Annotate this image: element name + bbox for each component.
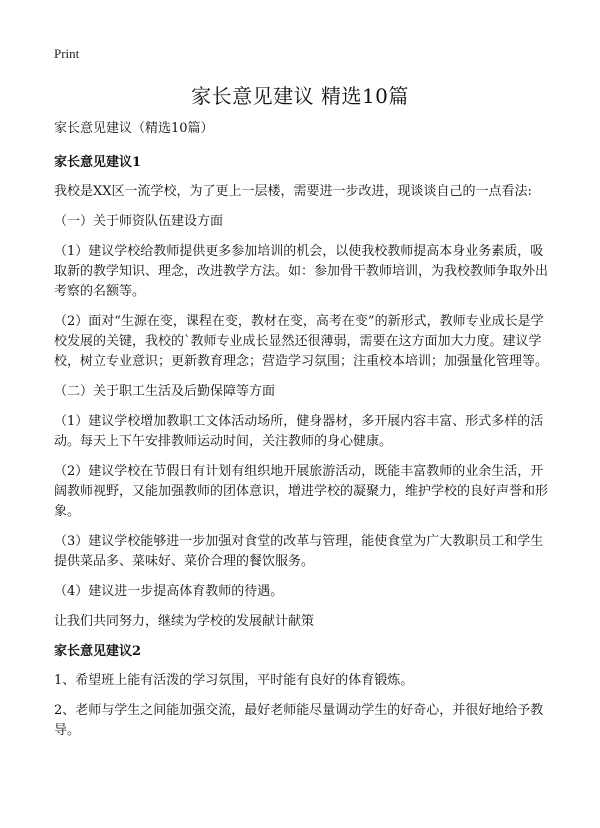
suggestion-1-closing: 让我们共同努力，继续为学校的发展献计献策 [54, 614, 315, 629]
document-body [54, 119, 554, 751]
suggestion-1-intro: 我校是XX区一流学校，为了更上一层楼，需要进一步改进，现谈谈自己的一点看法: [54, 184, 532, 199]
print-link[interactable]: Print [54, 46, 80, 61]
section-1-title: （一）关于师资队伍建设方面 [54, 214, 224, 229]
section-2-item-4: （4）建议进一步提高体育教师的待遇。 [54, 584, 284, 599]
document-subtitle: 家长意见建议（精选10篇） [54, 121, 214, 136]
document-title: 家长意见建议 精选10篇 [191, 84, 409, 108]
section-2-item-3: （3）建议学校能够进一步加强对食堂的改革与管理，能使食堂为广大教职员工和学生提供菜品多、菜味好、菜价合理的餐饮服务。 [54, 534, 544, 569]
section-2-title: （二）关于职工生活及后勤保障等方面 [54, 384, 276, 399]
section-1-item-2: （2）面对“生源在变，课程在变，教材在变，高考在变”的新形式，教师专业成长是学校发展的关键，我校的`教师专业成长显然还很薄弱，需要在这方面加大力度。建议学校，树立专业意识；更新教育理念；营造学习氛围；注重校本培训；加强量化管理等。 [54, 314, 549, 369]
suggestion-2-item-2: 2、老师与学生之间能加强交流，最好老师能尽量调动学生的好奇心，并很好地给予教导。 [54, 703, 544, 738]
suggestion-2-item-1: 1、希望班上能有活泼的学习氛围，平时能有良好的体育锻炼。 [54, 673, 414, 688]
section-2-item-2: （2）建议学校在节假日有计划有组织地开展旅游活动，既能丰富教师的业余生活，开阔教师视野，又能加强教师的团体意识，增进学校的凝聚力，维护学校的良好声誉和形象。 [54, 464, 549, 519]
suggestion-1-heading: 家长意见建议1 [54, 155, 142, 170]
section-2-item-1: （1）建议学校增加教职工文体活动场所，健身器材，多开展内容丰富、形式多样的活动。每天上下午安排教师运动时间，关注教师的身心健康。 [54, 414, 544, 449]
section-1-item-1: （1）建议学校给教师提供更多参加培训的机会，以使我校教师提高本身业务素质，吸取新的教学知识、理念，改进教学方法。如：参加骨干教师培训，为我校教师争取外出考察的名额等。 [54, 244, 549, 299]
suggestion-2-heading: 家长意见建议2 [54, 644, 142, 659]
